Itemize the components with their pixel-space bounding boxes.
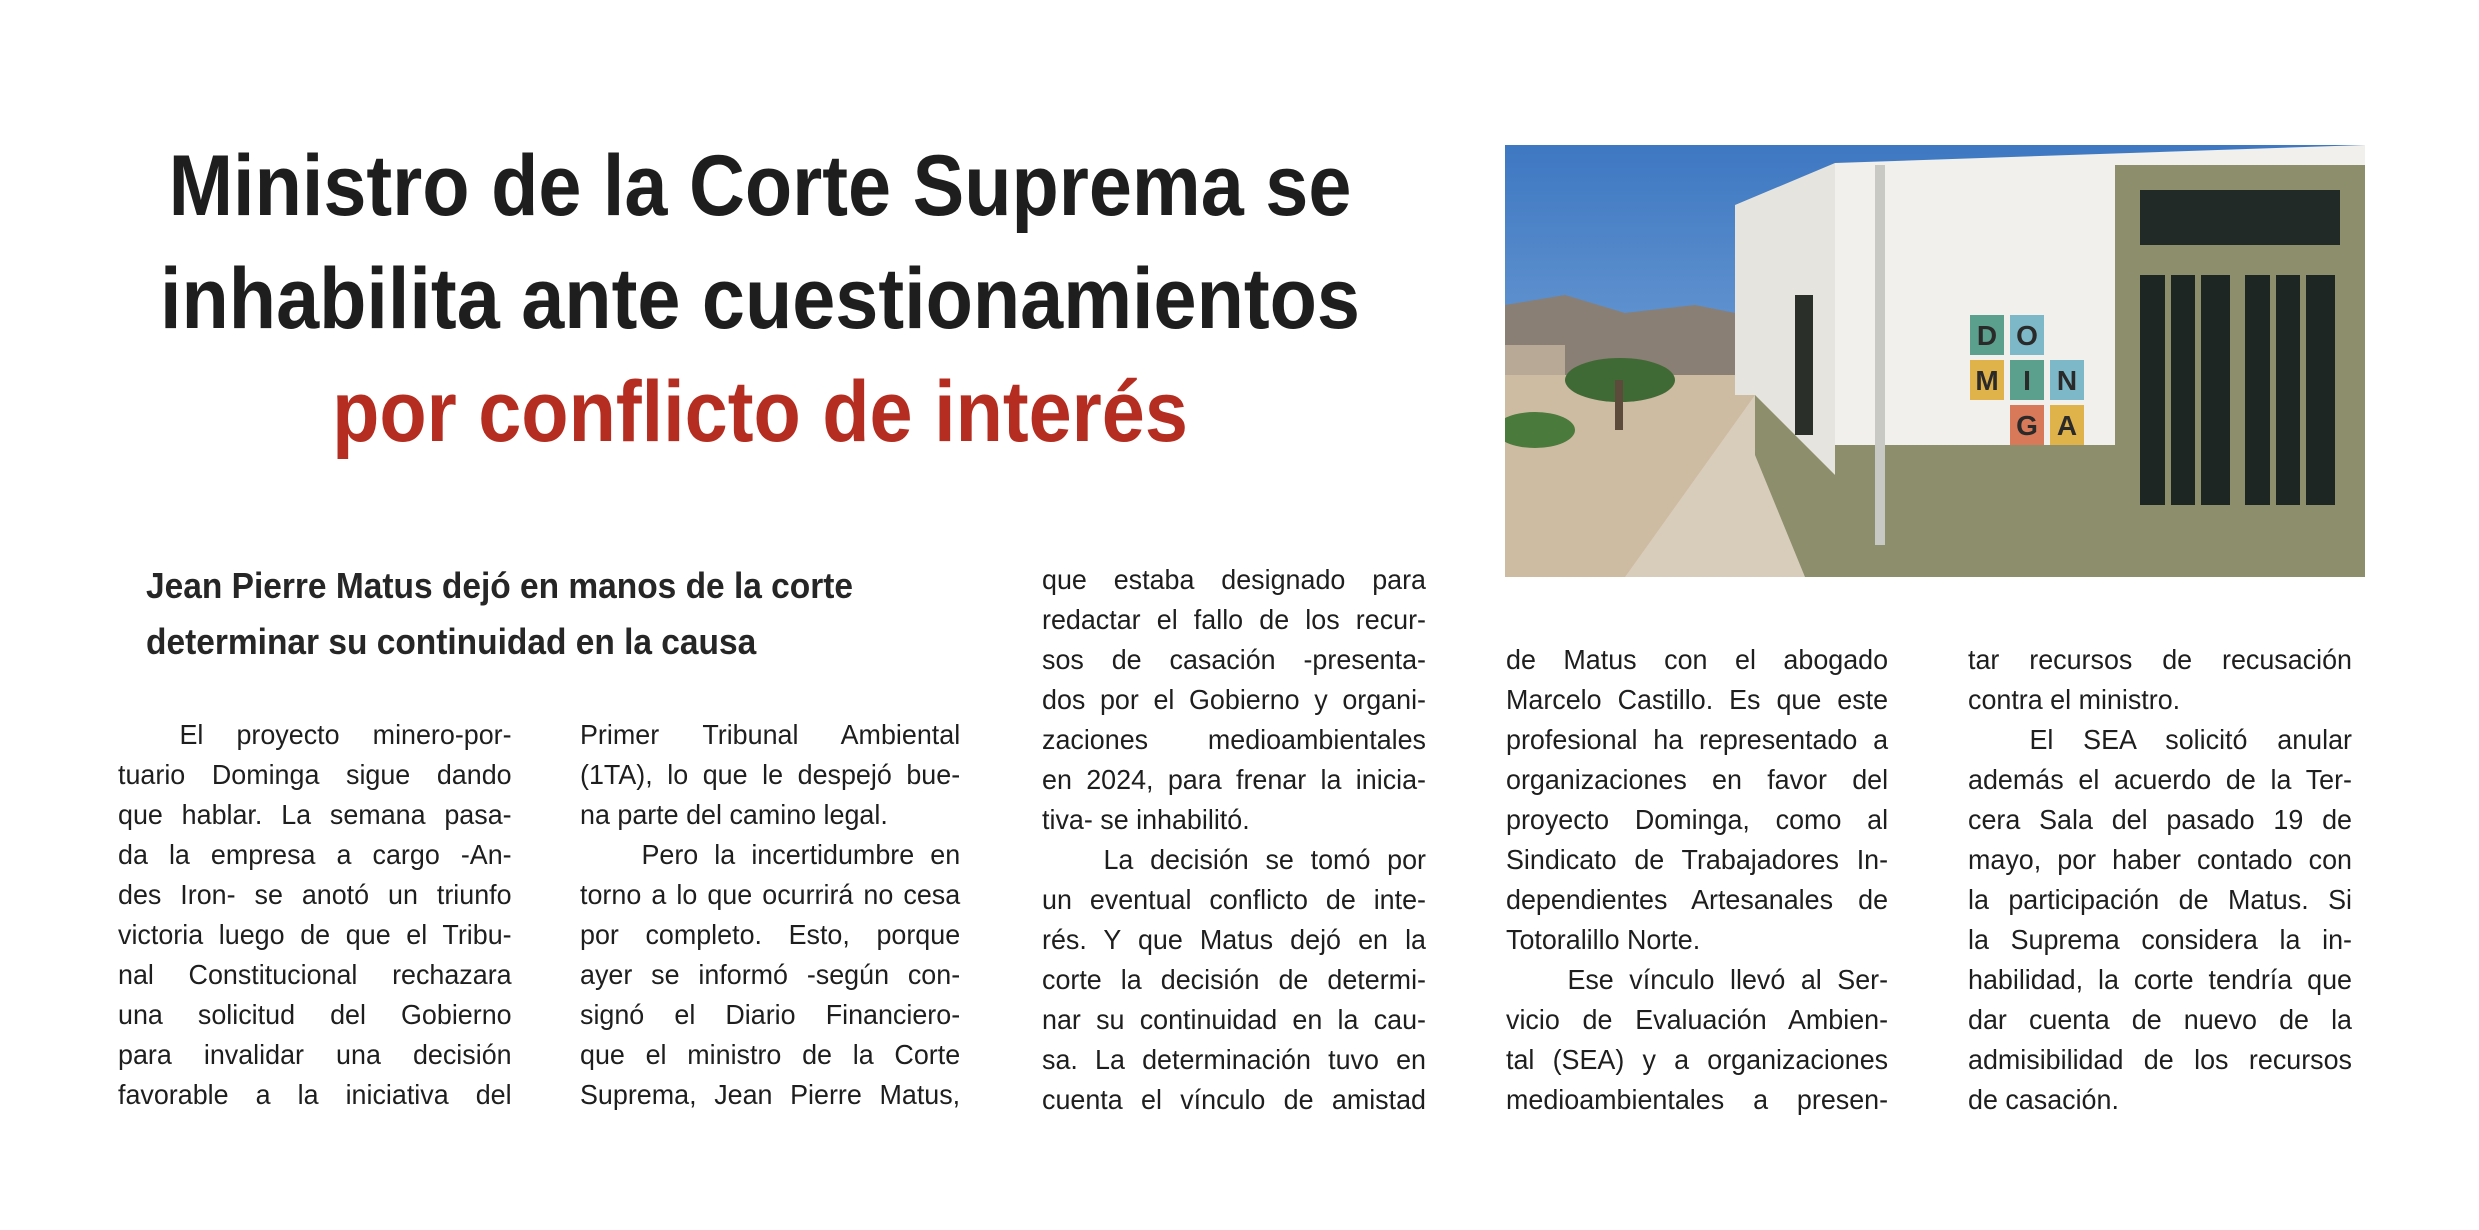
sign-letter: D [1976, 320, 1998, 351]
article-column-5 [1968, 640, 2352, 1120]
headline [157, 130, 1363, 469]
subheadline-line-2: determinar su continuidad en la causa [146, 621, 757, 662]
article-column-3 [1042, 560, 1426, 1120]
sign-letter: M [1975, 365, 1999, 396]
text-line: profesional ha representado a [1506, 724, 1889, 755]
text-line: sos de casación -presenta- [1042, 644, 1426, 675]
text-line: dar cuenta de nuevo de la [1968, 1004, 2352, 1035]
text-line: torno a lo que ocurrirá no cesa [580, 879, 961, 910]
text-line: una solicitud del Gobierno [118, 999, 512, 1030]
headline-line-2: inhabilita ante cuestionamientos [160, 251, 1360, 347]
text-line: dos por el Gobierno y organi- [1042, 684, 1426, 715]
text-line: habilidad, la corte tendría que [1968, 964, 2352, 995]
text-line: na parte del camino legal. [580, 799, 888, 830]
text-line: Ese vínculo llevó al Ser- [1567, 964, 1889, 995]
text-line: Pero la incertidumbre en [641, 839, 961, 870]
text-line: corte la decisión de determi- [1042, 964, 1426, 995]
text-line: signó el Diario Financiero- [580, 999, 961, 1030]
article-column-1 [118, 715, 512, 1115]
text-line: contra el ministro. [1968, 684, 2181, 715]
article-column-4 [1506, 640, 1888, 1120]
text-line: para invalidar una decisión [118, 1039, 512, 1070]
text-line: ayer se informó -según con- [580, 959, 961, 990]
text-line: rés. Y que Matus dejó en la [1042, 924, 1426, 955]
text-line: por completo. Esto, porque [580, 919, 961, 950]
text-line: de casación. [1968, 1084, 2119, 1115]
text-line: un eventual conflicto de inte- [1042, 884, 1426, 915]
subheadline-line-1: Jean Pierre Matus dejó en manos de la corte [146, 565, 854, 606]
text-line: da la empresa a cargo -An- [118, 839, 512, 870]
text-line: que estaba designado para [1042, 564, 1426, 595]
text-line: cuenta el vínculo de amistad [1042, 1084, 1426, 1115]
text-line: la Suprema considera la in- [1968, 924, 2352, 955]
text-line: que el ministro de la Corte [580, 1039, 961, 1070]
text-line: redactar el fallo de los recur- [1042, 604, 1426, 635]
text-line: cera Sala del pasado 19 de [1968, 804, 2352, 835]
text-line: vicio de Evaluación Ambien- [1506, 1004, 1889, 1035]
text-line: dependientes Artesanales de [1506, 884, 1889, 915]
text-line: Suprema, Jean Pierre Matus, [580, 1079, 961, 1110]
text-line: Marcelo Castillo. Es que este [1506, 684, 1889, 715]
text-line: nar su continuidad en la cau- [1042, 1004, 1426, 1035]
text-line: tiva- se inhabilitó. [1042, 804, 1250, 835]
text-line: admisibilidad de los recursos [1968, 1044, 2352, 1075]
text-line: Sindicato de Trabajadores In- [1506, 844, 1889, 875]
text-line: organizaciones en favor del [1506, 764, 1889, 795]
text-line: El SEA solicitó anular [2029, 724, 2352, 755]
text-line: La decisión se tomó por [1103, 844, 1426, 875]
subheadline [146, 558, 964, 670]
text-line: tar recursos de recusación [1968, 644, 2352, 675]
text-line: sa. La determinación tuvo en [1042, 1044, 1426, 1075]
text-line: medioambientales a presen- [1506, 1084, 1889, 1115]
text-line: El proyecto minero-por- [179, 719, 512, 750]
headline-line-3: por conflicto de interés [332, 364, 1188, 460]
text-line: Primer Tribunal Ambiental [580, 719, 961, 750]
text-line: la participación de Matus. Si [1968, 884, 2352, 915]
sign-letter: N [2056, 365, 2078, 396]
text-line: de Matus con el abogado [1506, 644, 1889, 675]
text-line: des Iron- se anotó un triunfo [118, 879, 512, 910]
text-line: en 2024, para frenar la inicia- [1042, 764, 1426, 795]
text-line: mayo, por haber contado con [1968, 844, 2352, 875]
text-line: además el acuerdo de la Ter- [1968, 764, 2352, 795]
text-line: tuario Dominga sigue dando [118, 759, 512, 790]
sign-letter: O [2016, 320, 2038, 351]
article-photo [1505, 145, 2365, 577]
headline-line-1: Ministro de la Corte Suprema se [168, 138, 1352, 234]
text-line: victoria luego de que el Tribu- [118, 919, 512, 950]
text-line: Totoralillo Norte. [1506, 924, 1701, 955]
sign-letter: A [2056, 410, 2078, 441]
text-line: favorable a la iniciativa del [118, 1079, 512, 1110]
text-line: nal Constitucional rechazara [118, 959, 512, 990]
sign-letter: I [2023, 365, 2031, 396]
text-line: que hablar. La semana pasa- [118, 799, 512, 830]
dominga-building-photo [1505, 145, 2365, 577]
text-line: zaciones medioambientales [1042, 724, 1426, 755]
text-line: tal (SEA) y a organizaciones [1506, 1044, 1889, 1075]
text-line: (1TA), lo que le despejó bue- [580, 759, 961, 790]
sign-letter: G [2016, 410, 2038, 441]
text-line: proyecto Dominga, como al [1506, 804, 1889, 835]
article-column-2 [580, 715, 960, 1115]
